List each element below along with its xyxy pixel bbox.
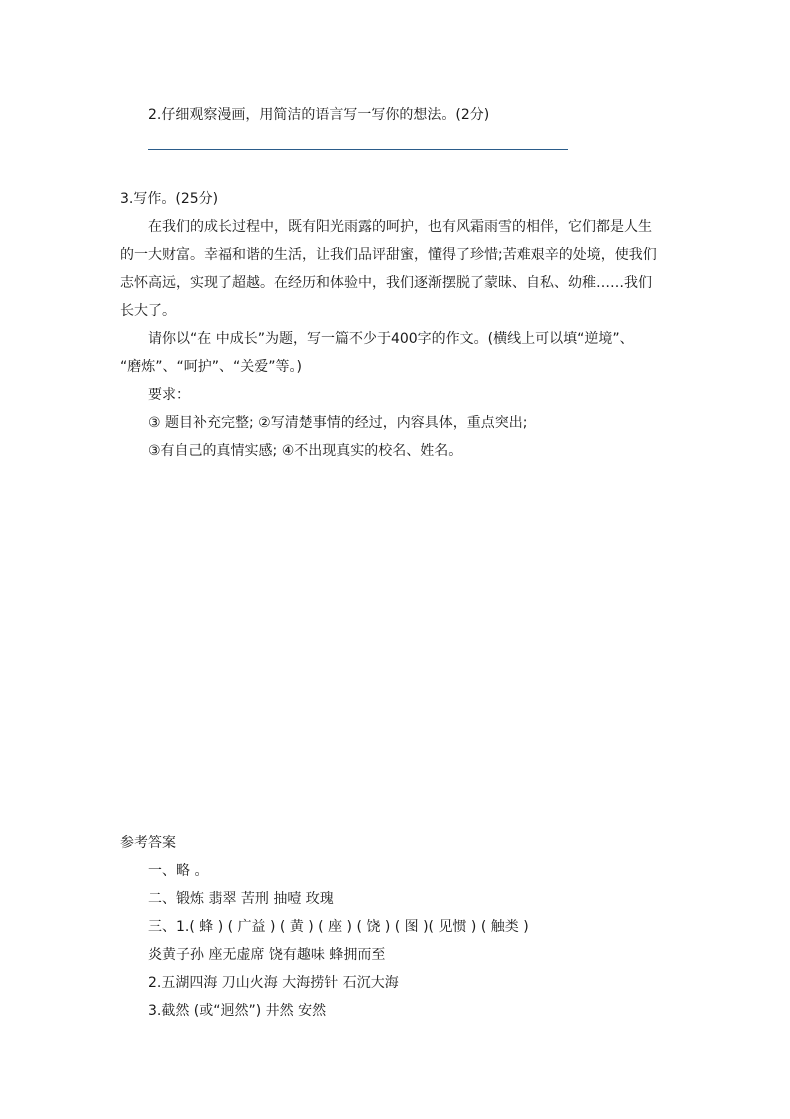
answer-line: 2.五湖四海 刀山火海 大海捞针 石沉大海 [148, 975, 399, 991]
instruction-line: “磨炼”、“呵护”、“关爱”等。) [120, 359, 302, 375]
answer-line: 炎黄子孙 座无虚席 饶有趣味 蜂拥而至 [148, 947, 386, 963]
answer-line: 一、略 。 [148, 863, 209, 879]
question-3-heading: 3.写作。(25分) [120, 191, 219, 207]
paragraph-line: 长大了。 [120, 303, 176, 319]
paragraph-line: 志怀高远，实现了超越。在经历和体验中，我们逐渐摆脱了蒙昧、自私、幼稚……我们 [120, 275, 652, 291]
paragraph-line: 的一大财富。幸福和谐的生活，让我们品评甜蜜，懂得了珍惜;苦难艰辛的处境，使我们 [120, 247, 657, 263]
answers-heading: 参考答案 [120, 835, 176, 851]
answer-line: 3.截然 (或“迥然”) 井然 安然 [148, 1003, 327, 1019]
answer-blank-line [148, 149, 568, 150]
question-2-prompt: 2.仔细观察漫画，用简洁的语言写一写你的想法。(2分) [148, 107, 490, 123]
requirement-item: ③有自己的真情实感; ④不出现真实的校名、姓名。 [148, 443, 463, 459]
requirements-label: 要求： [148, 387, 190, 403]
answer-line: 二、锻炼 翡翠 苦刑 抽噎 玫瑰 [148, 891, 334, 907]
instruction-line: 请你以“在 中成长”为题，写一篇不少于400字的作文。(横线上可以填“逆境”、 [148, 331, 634, 347]
requirement-item: ③ 题目补充完整; ②写清楚事情的经过，内容具体，重点突出; [148, 415, 528, 431]
paragraph-line: 在我们的成长过程中，既有阳光雨露的呵护，也有风霜雨雪的相伴，它们都是人生 [148, 219, 652, 235]
answer-line: 三、1.( 蜂 ) ( 广益 ) ( 黄 ) ( 座 ) ( 饶 ) ( 图 )( 见惯 ) ( 触类 ) [148, 919, 529, 935]
